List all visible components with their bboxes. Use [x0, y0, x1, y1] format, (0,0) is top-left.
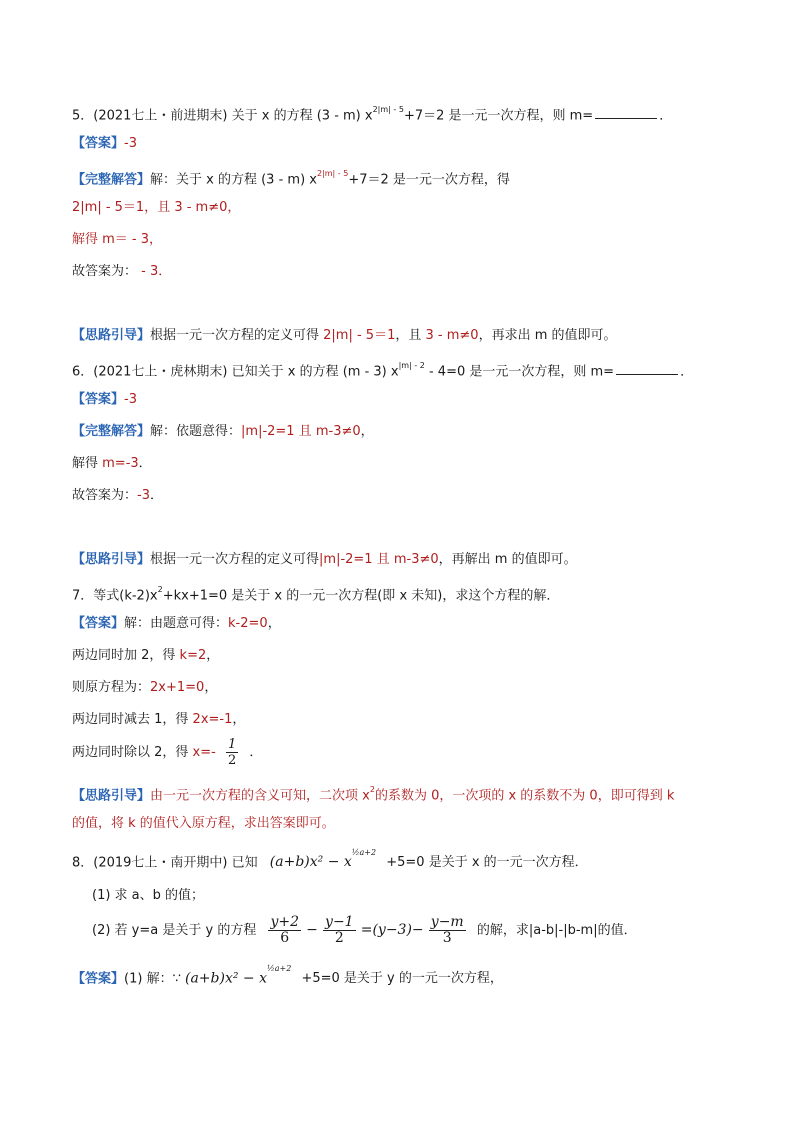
q8-fraction-3-denominator: 3 — [442, 930, 452, 946]
hint-label: 【思路引导】 — [72, 328, 151, 343]
q6-hint — [72, 551, 577, 569]
q8-part-2 — [92, 912, 637, 949]
q5-stem-text: 5．(2021七上・前进期末) 关于 x 的方程 (3 - m) x — [72, 108, 373, 124]
q8-expression-exponent: ½a+2 — [351, 848, 377, 857]
q6-stem-text: 6．(2021七上・虎林期末) 已知关于 x 的方程 (m - 3) x — [72, 364, 399, 380]
q8-stem — [72, 848, 588, 874]
q6-line-2-value: m=-3 — [102, 456, 139, 471]
q7-hint — [72, 783, 674, 805]
q7-stem-text: 7．等式(k-2)x — [72, 588, 158, 604]
q7-step-2-text: 则原方程为： — [72, 680, 151, 695]
q8-equals-part: =(y−3)− — [360, 922, 424, 938]
q7-step-4-text: 两边同时除以 2，得 — [72, 745, 193, 760]
q5-hint — [72, 327, 617, 345]
q7-fraction — [226, 737, 238, 768]
q6-answer — [72, 391, 137, 409]
q8-part-2-end: 的解，求|a-b|-|b-m|的值． — [476, 923, 637, 938]
q8-minus: − — [306, 922, 318, 938]
q6-line-2-end: ． — [138, 456, 152, 471]
q6-stem — [72, 359, 693, 381]
q5-hint-end: ，再求出 m 的值即可。 — [478, 328, 617, 343]
q5-stem — [72, 103, 672, 125]
q7-hint-text-3: 的值，将 k 的值代入原方程，求出答案即可。 — [72, 816, 335, 831]
q7-answer-text: 解：由题意可得： — [124, 616, 229, 631]
q5-end: ． — [659, 108, 673, 124]
solution-label: 【完整解答】 — [72, 172, 151, 188]
q7-answer — [72, 615, 281, 633]
q5-line-2-text: 解得 m＝ - 3， — [72, 232, 163, 247]
answer-label: 【答案】 — [72, 616, 125, 631]
q8-fraction-2 — [323, 915, 356, 946]
q8-answer-expression: (a+b)x² − x — [184, 970, 267, 987]
q8-answer-prefix: (1) 解：∵ — [124, 971, 181, 987]
q7-hint-exponent: 2 — [369, 785, 375, 794]
q5-hint-red-2: 3 - m≠0 — [425, 328, 479, 343]
q5-solution-line-3 — [72, 263, 171, 281]
q7-exponent: 2 — [157, 585, 163, 594]
q6-line-3-end: ． — [149, 488, 163, 503]
q6-line-3-value: -3 — [137, 488, 150, 503]
q6-solution-text: 解：依题意得： — [150, 424, 242, 439]
q7-step-3-end: ， — [232, 712, 246, 727]
q7-step-2 — [72, 679, 217, 697]
q5-stem-text-2: +7＝2 是一元一次方程，则 m= — [403, 108, 594, 124]
q7-step-4-end: ． — [249, 745, 263, 760]
q8-fraction-2-denominator: 2 — [334, 930, 344, 946]
q7-step-3 — [72, 711, 245, 729]
q7-hint-text-1: 由一元一次方程的含义可知，二次项 x — [150, 788, 370, 804]
q6-answer-blank — [616, 362, 678, 375]
q6-line-2-prefix: 解得 — [72, 456, 103, 471]
solution-label: 【完整解答】 — [72, 424, 151, 439]
q8-answer-exponent: ½a+2 — [266, 964, 292, 973]
q6-hint-end: ，再解出 m 的值即可。 — [438, 552, 577, 567]
q5-answer-value: -3 — [124, 136, 137, 151]
q5-solution-line-1: 2|m| - 5＝1，且 3 - m≠0， — [72, 200, 241, 215]
q8-fraction-3 — [429, 915, 466, 946]
q5-hint-mid: ，且 — [395, 328, 426, 343]
q6-solution-line-3 — [72, 487, 163, 505]
q6-line-3-prefix: 故答案为： — [72, 488, 138, 503]
q8-answer — [72, 964, 503, 990]
q5-hint-red-1: 2|m| - 5＝1 — [323, 328, 396, 343]
q5-solution — [72, 167, 510, 189]
q7-step-3-red: 2x=-1 — [192, 712, 233, 727]
q8-fraction-1 — [268, 915, 301, 946]
q5-solution-line-2 — [72, 231, 162, 249]
q7-step-1 — [72, 647, 219, 665]
q5-answer-blank — [595, 106, 657, 119]
q5-exponent: 2|m| - 5 — [372, 105, 404, 114]
answer-label: 【答案】 — [72, 136, 125, 151]
answer-label: 【答案】 — [72, 971, 125, 987]
q5-answer — [72, 135, 137, 153]
q6-solution-red: |m|-2=1 且 m-3≠0 — [241, 424, 361, 439]
q8-answer-text: +5=0 是关于 y 的一元一次方程， — [301, 971, 503, 987]
q7-fraction-numerator: 1 — [227, 737, 237, 752]
q7-step-1-red: k=2 — [179, 648, 207, 663]
q7-step-4-red: x=- — [192, 745, 216, 760]
q7-hint-text-2: 的系数为 0，一次项的 x 的系数不为 0，即可得到 k — [374, 788, 675, 804]
q6-solution-line-2 — [72, 455, 152, 473]
q8-expression: (a+b)x² − x — [269, 854, 352, 871]
q8-fraction-1-numerator: y+2 — [270, 914, 300, 930]
hint-label: 【思路引导】 — [72, 788, 151, 804]
q6-end: ． — [680, 364, 694, 380]
q5-solution-exponent: 2|m| - 5 — [316, 169, 349, 178]
q5-line-3-prefix: 故答案为： — [72, 264, 138, 279]
q5-hint-text: 根据一元一次方程的定义可得 — [150, 328, 324, 343]
q5-solution-text-2: +7＝2 是一元一次方程，得 — [348, 172, 510, 188]
q6-exponent: |m| - 2 — [398, 361, 425, 370]
q5-solution-text: 解：关于 x 的方程 (3 - m) x — [150, 172, 317, 188]
q7-stem-text-2: +kx+1=0 是关于 x 的一元一次方程(即 x 未知)，求这个方程的解． — [162, 588, 560, 604]
q8-stem-text-2: +5=0 是关于 x 的一元一次方程． — [386, 855, 588, 871]
q8-stem-text: 8．(2019七上・南开期中) 已知 — [72, 855, 258, 871]
q6-hint-text: 根据一元一次方程的定义可得 — [150, 552, 320, 567]
q7-stem — [72, 583, 559, 605]
q8-fraction-2-numerator: y−1 — [325, 914, 354, 930]
q8-fraction-3-numerator: y−m — [430, 914, 464, 930]
q7-step-3-text: 两边同时减去 1，得 — [72, 712, 193, 727]
q6-solution-end: ， — [360, 424, 374, 439]
hint-label: 【思路引导】 — [72, 552, 151, 567]
q6-stem-text-2: - 4=0 是一元一次方程，则 m= — [424, 364, 615, 380]
q7-fraction-denominator: 2 — [227, 753, 237, 768]
q7-answer-end: ， — [267, 616, 281, 631]
q7-step-4 — [72, 736, 262, 770]
q8-part-2-text: (2) 若 y=a 是关于 y 的方程 — [92, 923, 257, 938]
q7-step-2-end: ， — [204, 680, 218, 695]
q7-step-1-text: 两边同时加 2，得 — [72, 648, 180, 663]
q7-answer-red: k-2=0 — [228, 616, 268, 631]
q7-step-2-red: 2x+1=0 — [150, 680, 205, 695]
answer-label: 【答案】 — [72, 392, 125, 407]
q8-fraction-1-denominator: 6 — [280, 930, 290, 946]
q6-solution — [72, 423, 374, 441]
q6-hint-red: |m|-2=1 且 m-3≠0 — [319, 552, 439, 567]
q5-line-3-value: - 3． — [137, 264, 172, 279]
q7-step-1-end: ， — [206, 648, 220, 663]
q8-part-1: (1) 求 a、b 的值； — [92, 888, 205, 903]
q6-answer-value: -3 — [124, 392, 137, 407]
